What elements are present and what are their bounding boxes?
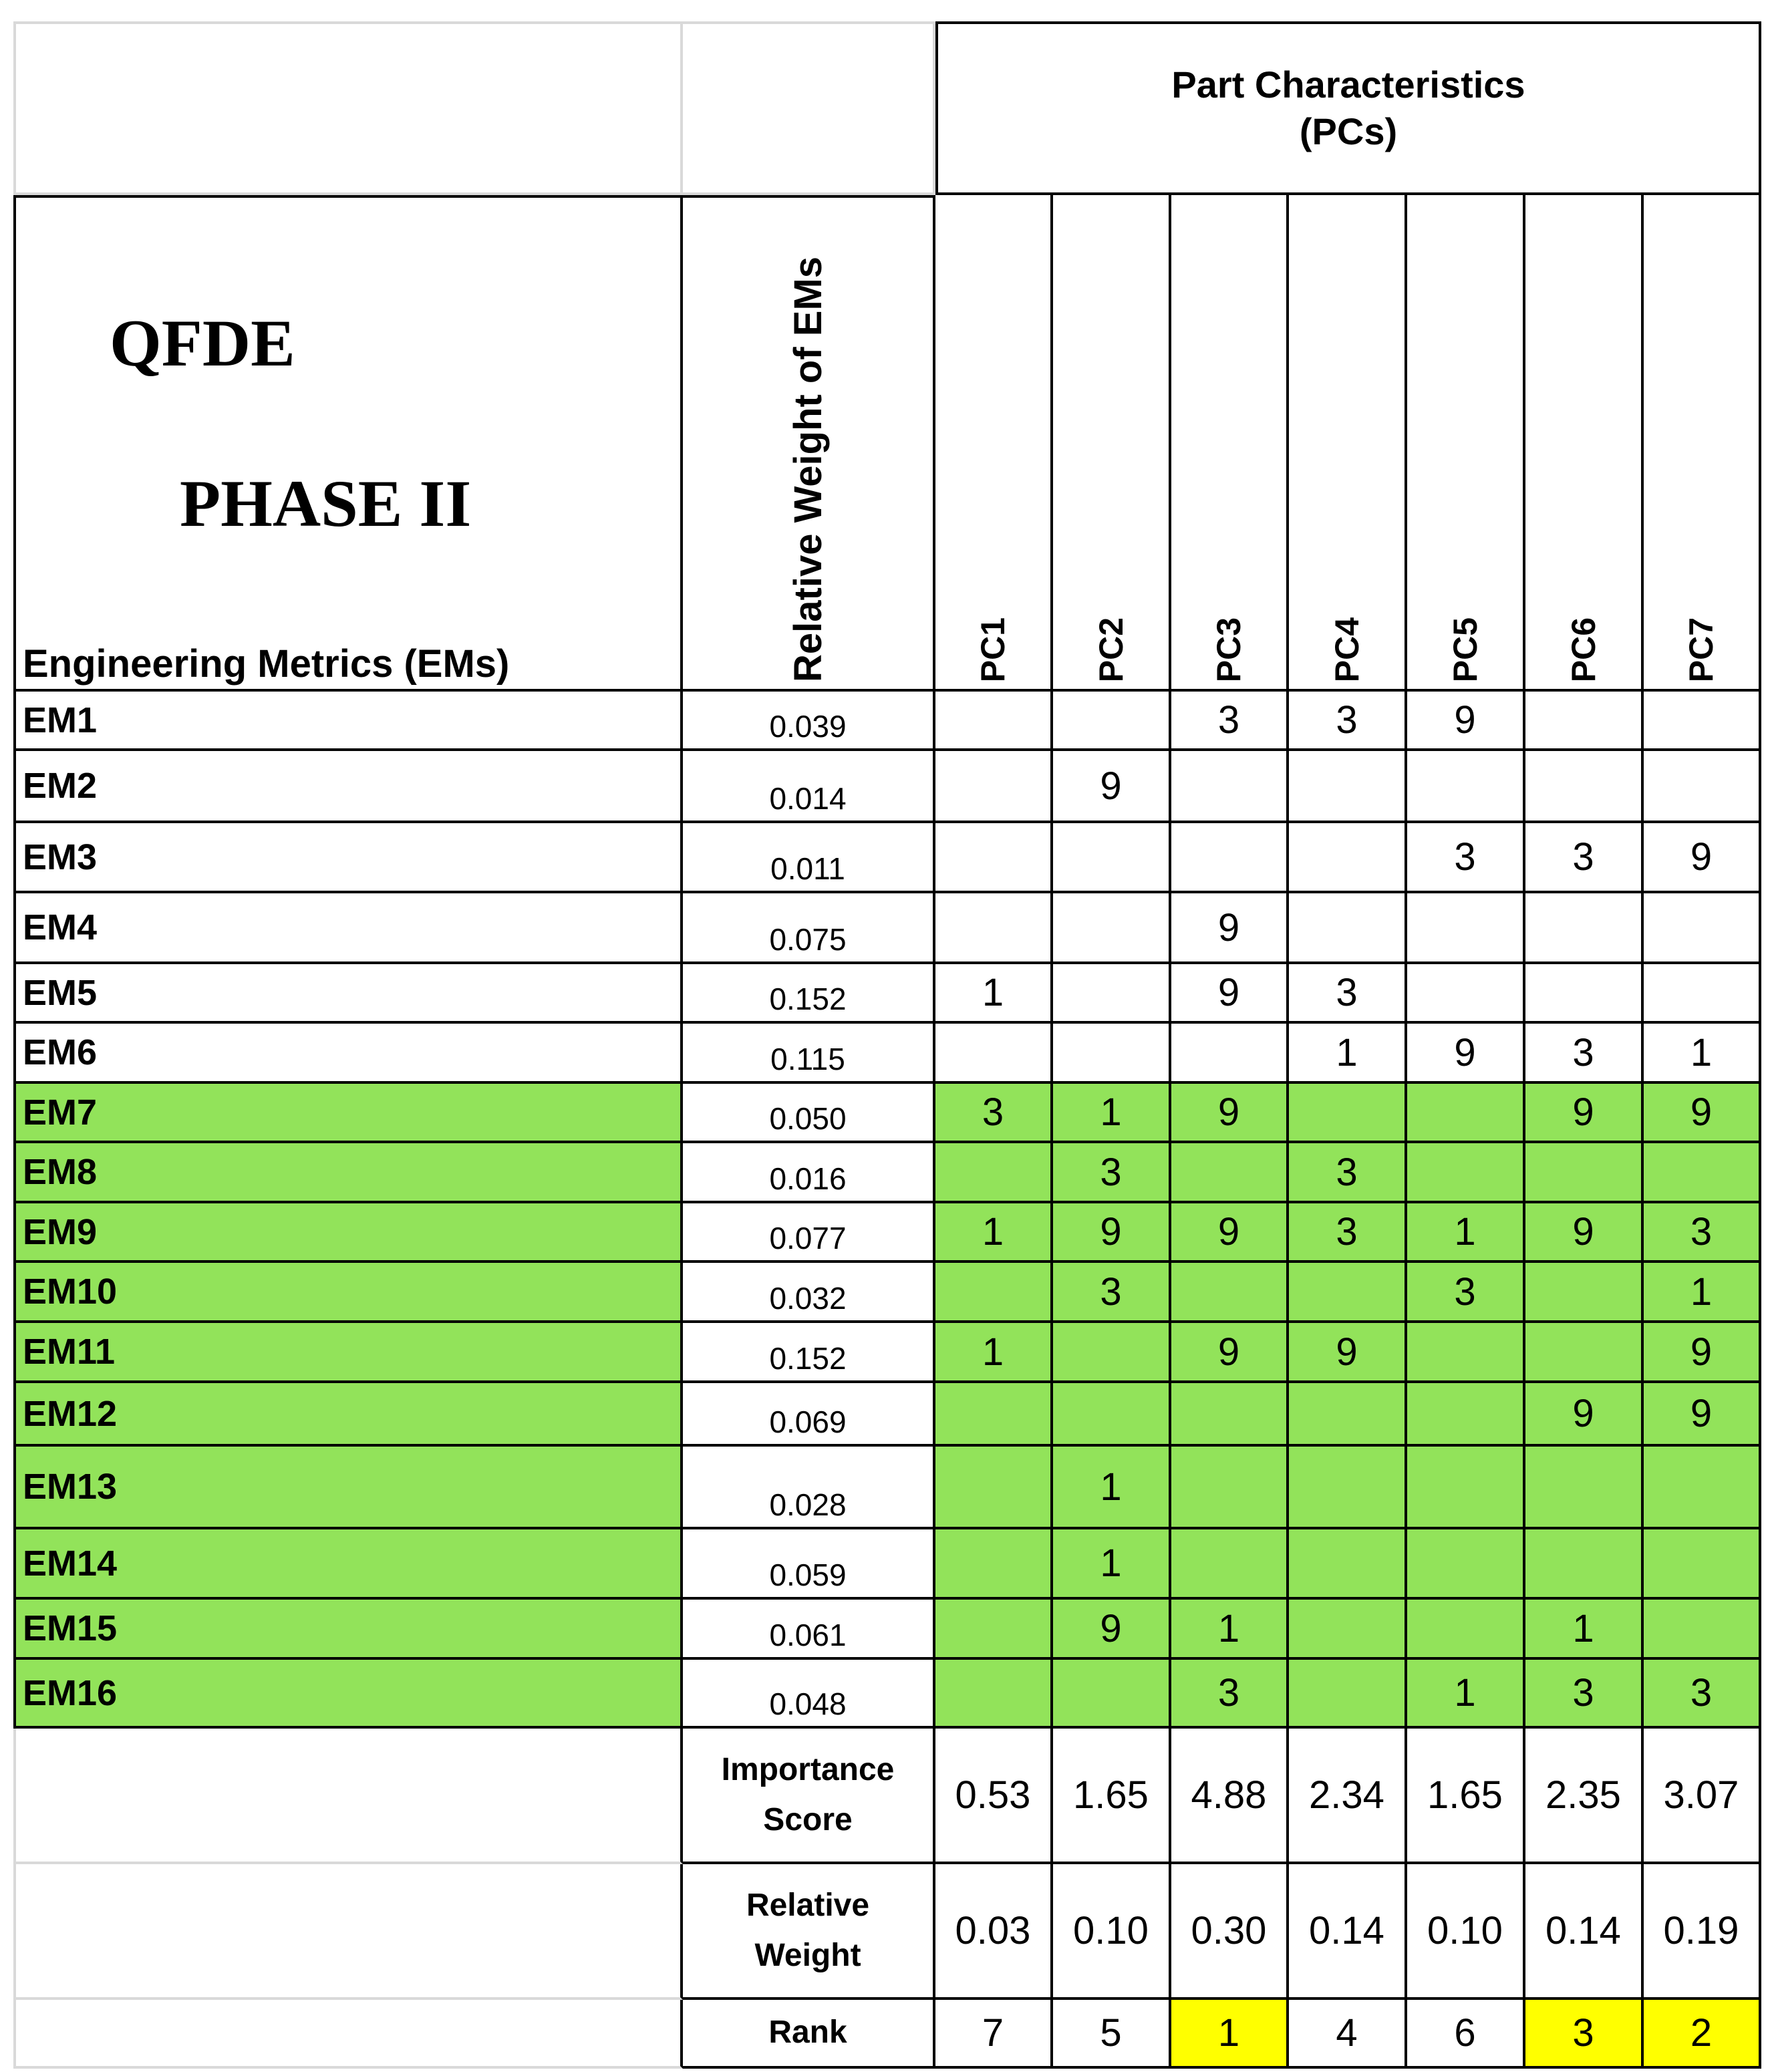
matrix-cell <box>1053 1383 1171 1447</box>
matrix-cell <box>1407 1529 1525 1600</box>
matrix-cell <box>1644 893 1761 964</box>
importance-score-value: 3.07 <box>1644 1729 1761 1864</box>
matrix-cell <box>1644 1447 1761 1529</box>
matrix-cell: 9 <box>1644 1084 1761 1143</box>
em-label: EM13 <box>13 1447 683 1529</box>
matrix-cell <box>1407 964 1525 1024</box>
relative-weight-label-line2: Weight <box>754 1937 861 1973</box>
rank-value: 7 <box>935 2000 1053 2069</box>
matrix-cell <box>935 1263 1053 1323</box>
matrix-cell: 3 <box>1289 1143 1407 1203</box>
matrix-cell: 1 <box>1171 1600 1289 1660</box>
matrix-cell: 3 <box>1525 823 1644 893</box>
matrix-cell: 1 <box>1053 1084 1171 1143</box>
relative-weight-label <box>683 1864 935 2000</box>
title-phase: PHASE II <box>180 466 472 541</box>
matrix-cell: 3 <box>1525 1660 1644 1729</box>
matrix-cell <box>1407 1323 1525 1383</box>
matrix-cell <box>1289 1383 1407 1447</box>
matrix-cell <box>1644 1143 1761 1203</box>
matrix-cell <box>1053 893 1171 964</box>
matrix-cell <box>1407 751 1525 823</box>
pc-header-6 <box>1525 195 1644 692</box>
em-label: EM16 <box>13 1660 683 1729</box>
pc-header-2 <box>1053 195 1171 692</box>
matrix-cell: 3 <box>1171 1660 1289 1729</box>
em-weight: 0.061 <box>683 1600 935 1660</box>
matrix-cell <box>1289 1529 1407 1600</box>
matrix-cell: 3 <box>1525 1024 1644 1084</box>
em-label: EM15 <box>13 1600 683 1660</box>
matrix-cell <box>1407 1084 1525 1143</box>
matrix-cell <box>1053 1323 1171 1383</box>
matrix-cell <box>1644 1529 1761 1600</box>
matrix-cell: 9 <box>1053 1203 1171 1263</box>
rank-value: 6 <box>1407 2000 1525 2069</box>
importance-score-label <box>683 1729 935 1864</box>
relative-weight-value: 0.30 <box>1171 1864 1289 2000</box>
em-weight: 0.014 <box>683 751 935 823</box>
matrix-cell: 9 <box>1053 1600 1171 1660</box>
matrix-cell <box>1053 823 1171 893</box>
em-label: EM14 <box>13 1529 683 1600</box>
matrix-cell <box>1525 751 1644 823</box>
importance-label-line2: Score <box>763 1801 853 1837</box>
relative-weight-value: 0.19 <box>1644 1864 1761 2000</box>
rank-value: 3 <box>1525 2000 1644 2069</box>
matrix-cell: 9 <box>1407 1024 1525 1084</box>
empty-summary-left <box>13 2000 683 2069</box>
em-weight: 0.016 <box>683 1143 935 1203</box>
matrix-cell <box>935 1660 1053 1729</box>
empty-corner-top-weight <box>683 21 935 195</box>
matrix-cell: 3 <box>935 1084 1053 1143</box>
importance-label-line1: Importance <box>721 1752 895 1788</box>
pc-header-label: PC1 <box>974 617 1012 682</box>
pc-header-3 <box>1171 195 1289 692</box>
empty-corner-top-left <box>13 21 683 195</box>
matrix-cell <box>1171 1143 1289 1203</box>
matrix-cell: 9 <box>1289 1323 1407 1383</box>
matrix-cell <box>935 692 1053 751</box>
matrix-cell <box>1171 1529 1289 1600</box>
em-label: EM9 <box>13 1203 683 1263</box>
matrix-cell <box>1407 893 1525 964</box>
em-weight: 0.059 <box>683 1529 935 1600</box>
empty-summary-left <box>13 1864 683 2000</box>
rank-value: 4 <box>1289 2000 1407 2069</box>
em-weight: 0.069 <box>683 1383 935 1447</box>
relative-weight-value: 0.14 <box>1525 1864 1644 2000</box>
matrix-cell <box>1407 1447 1525 1529</box>
pc-header-1 <box>935 195 1053 692</box>
pc-header-label: PC7 <box>1682 617 1720 682</box>
title-cell <box>13 195 683 692</box>
pc-header-label: PC6 <box>1564 617 1602 682</box>
matrix-cell: 1 <box>1407 1660 1525 1729</box>
em-label: EM12 <box>13 1383 683 1447</box>
matrix-cell: 9 <box>1053 751 1171 823</box>
matrix-cell <box>1053 1024 1171 1084</box>
matrix-cell: 3 <box>1289 1203 1407 1263</box>
importance-score-value: 1.65 <box>1053 1729 1171 1864</box>
matrix-cell <box>1525 1143 1644 1203</box>
matrix-cell: 9 <box>1171 1203 1289 1263</box>
relative-weight-value: 0.14 <box>1289 1864 1407 2000</box>
rank-label: Rank <box>683 2000 935 2069</box>
matrix-cell: 9 <box>1171 1323 1289 1383</box>
em-weight: 0.115 <box>683 1024 935 1084</box>
matrix-cell <box>1171 1263 1289 1323</box>
pc-group-subtitle: (PCs) <box>1299 110 1398 152</box>
em-label: EM6 <box>13 1024 683 1084</box>
matrix-cell <box>1171 1383 1289 1447</box>
matrix-cell: 9 <box>1171 1084 1289 1143</box>
matrix-cell <box>1171 751 1289 823</box>
em-weight: 0.028 <box>683 1447 935 1529</box>
matrix-cell <box>1525 1323 1644 1383</box>
matrix-cell <box>1171 1024 1289 1084</box>
matrix-cell: 1 <box>1289 1024 1407 1084</box>
qfde-matrix <box>13 21 1761 2069</box>
pc-header-label: PC5 <box>1446 617 1484 682</box>
rank-value: 1 <box>1171 2000 1289 2069</box>
matrix-cell <box>1525 1263 1644 1323</box>
matrix-cell <box>1525 1529 1644 1600</box>
em-label: EM8 <box>13 1143 683 1203</box>
pc-header-label: PC4 <box>1328 617 1366 682</box>
relative-weight-value: 0.03 <box>935 1864 1053 2000</box>
relative-weight-label-line1: Relative <box>746 1888 870 1924</box>
em-weight: 0.152 <box>683 1323 935 1383</box>
importance-score-value: 2.35 <box>1525 1729 1644 1864</box>
em-weight: 0.048 <box>683 1660 935 1729</box>
matrix-cell <box>935 1024 1053 1084</box>
matrix-cell: 9 <box>1525 1084 1644 1143</box>
relative-weight-value: 0.10 <box>1407 1864 1525 2000</box>
matrix-cell: 1 <box>1525 1600 1644 1660</box>
em-weight: 0.039 <box>683 692 935 751</box>
matrix-cell: 3 <box>1171 692 1289 751</box>
matrix-cell <box>1644 692 1761 751</box>
matrix-cell: 3 <box>1644 1660 1761 1729</box>
em-label: EM3 <box>13 823 683 893</box>
matrix-cell <box>1289 751 1407 823</box>
pc-header-4 <box>1289 195 1407 692</box>
em-label: EM4 <box>13 893 683 964</box>
matrix-cell: 1 <box>1053 1447 1171 1529</box>
matrix-cell <box>935 893 1053 964</box>
matrix-cell <box>1525 893 1644 964</box>
matrix-cell <box>935 1529 1053 1600</box>
matrix-cell <box>1525 1447 1644 1529</box>
matrix-cell: 9 <box>1644 1323 1761 1383</box>
matrix-cell: 3 <box>1053 1263 1171 1323</box>
relative-weight-value: 0.10 <box>1053 1864 1171 2000</box>
pc-header-5 <box>1407 195 1525 692</box>
matrix-cell <box>1407 1600 1525 1660</box>
em-label: EM1 <box>13 692 683 751</box>
weight-header: Relative Weight of EMs <box>786 256 830 682</box>
weight-header-cell <box>683 195 935 692</box>
matrix-cell <box>1053 692 1171 751</box>
matrix-cell <box>1053 964 1171 1024</box>
matrix-cell <box>1289 1660 1407 1729</box>
matrix-cell: 3 <box>1289 964 1407 1024</box>
matrix-cell: 1 <box>935 1323 1053 1383</box>
matrix-cell <box>1644 964 1761 1024</box>
title-qfde: QFDE <box>110 306 295 380</box>
matrix-cell <box>935 1143 1053 1203</box>
matrix-cell: 9 <box>1407 692 1525 751</box>
em-label: EM7 <box>13 1084 683 1143</box>
matrix-cell <box>935 751 1053 823</box>
matrix-cell <box>1289 1447 1407 1529</box>
em-weight: 0.032 <box>683 1263 935 1323</box>
matrix-cell: 3 <box>1289 692 1407 751</box>
pc-group-title: Part Characteristics <box>1171 63 1525 106</box>
matrix-cell: 9 <box>1171 964 1289 1024</box>
matrix-cell: 1 <box>1407 1203 1525 1263</box>
em-weight: 0.011 <box>683 823 935 893</box>
em-label: EM2 <box>13 751 683 823</box>
matrix-cell <box>1053 1660 1171 1729</box>
em-weight: 0.075 <box>683 893 935 964</box>
matrix-cell <box>1289 1084 1407 1143</box>
matrix-cell: 9 <box>1171 893 1289 964</box>
matrix-cell: 1 <box>935 964 1053 1024</box>
importance-score-value: 1.65 <box>1407 1729 1525 1864</box>
rank-value: 2 <box>1644 2000 1761 2069</box>
pc-header-label: PC3 <box>1210 617 1247 682</box>
matrix-cell: 9 <box>1525 1383 1644 1447</box>
pc-group-header <box>935 21 1761 195</box>
matrix-cell <box>935 1600 1053 1660</box>
importance-score-value: 2.34 <box>1289 1729 1407 1864</box>
matrix-cell <box>1289 893 1407 964</box>
em-label: EM10 <box>13 1263 683 1323</box>
importance-score-value: 4.88 <box>1171 1729 1289 1864</box>
matrix-cell <box>1289 823 1407 893</box>
matrix-cell <box>1289 1263 1407 1323</box>
matrix-cell <box>935 1383 1053 1447</box>
matrix-cell <box>1407 1383 1525 1447</box>
matrix-cell <box>1644 751 1761 823</box>
matrix-cell <box>1289 1600 1407 1660</box>
matrix-cell: 1 <box>935 1203 1053 1263</box>
em-weight: 0.050 <box>683 1084 935 1143</box>
em-weight: 0.152 <box>683 964 935 1024</box>
matrix-cell: 3 <box>1053 1143 1171 1203</box>
matrix-cell <box>935 823 1053 893</box>
matrix-cell <box>935 1447 1053 1529</box>
matrix-cell: 1 <box>1644 1024 1761 1084</box>
matrix-cell: 9 <box>1525 1203 1644 1263</box>
matrix-cell: 3 <box>1407 1263 1525 1323</box>
matrix-cell <box>1407 1143 1525 1203</box>
matrix-cell: 9 <box>1644 823 1761 893</box>
matrix-cell: 1 <box>1053 1529 1171 1600</box>
matrix-cell: 3 <box>1644 1203 1761 1263</box>
matrix-cell <box>1525 692 1644 751</box>
em-label: EM5 <box>13 964 683 1024</box>
matrix-cell <box>1644 1600 1761 1660</box>
em-row-header: Engineering Metrics (EMs) <box>23 642 510 686</box>
matrix-cell: 3 <box>1407 823 1525 893</box>
pc-header-7 <box>1644 195 1761 692</box>
matrix-cell <box>1525 964 1644 1024</box>
empty-summary-left <box>13 1729 683 1864</box>
em-label: EM11 <box>13 1323 683 1383</box>
matrix-cell <box>1171 1447 1289 1529</box>
pc-header-label: PC2 <box>1092 617 1130 682</box>
matrix-cell: 1 <box>1644 1263 1761 1323</box>
matrix-cell <box>1171 823 1289 893</box>
importance-score-value: 0.53 <box>935 1729 1053 1864</box>
rank-value: 5 <box>1053 2000 1171 2069</box>
em-weight: 0.077 <box>683 1203 935 1263</box>
matrix-cell: 9 <box>1644 1383 1761 1447</box>
